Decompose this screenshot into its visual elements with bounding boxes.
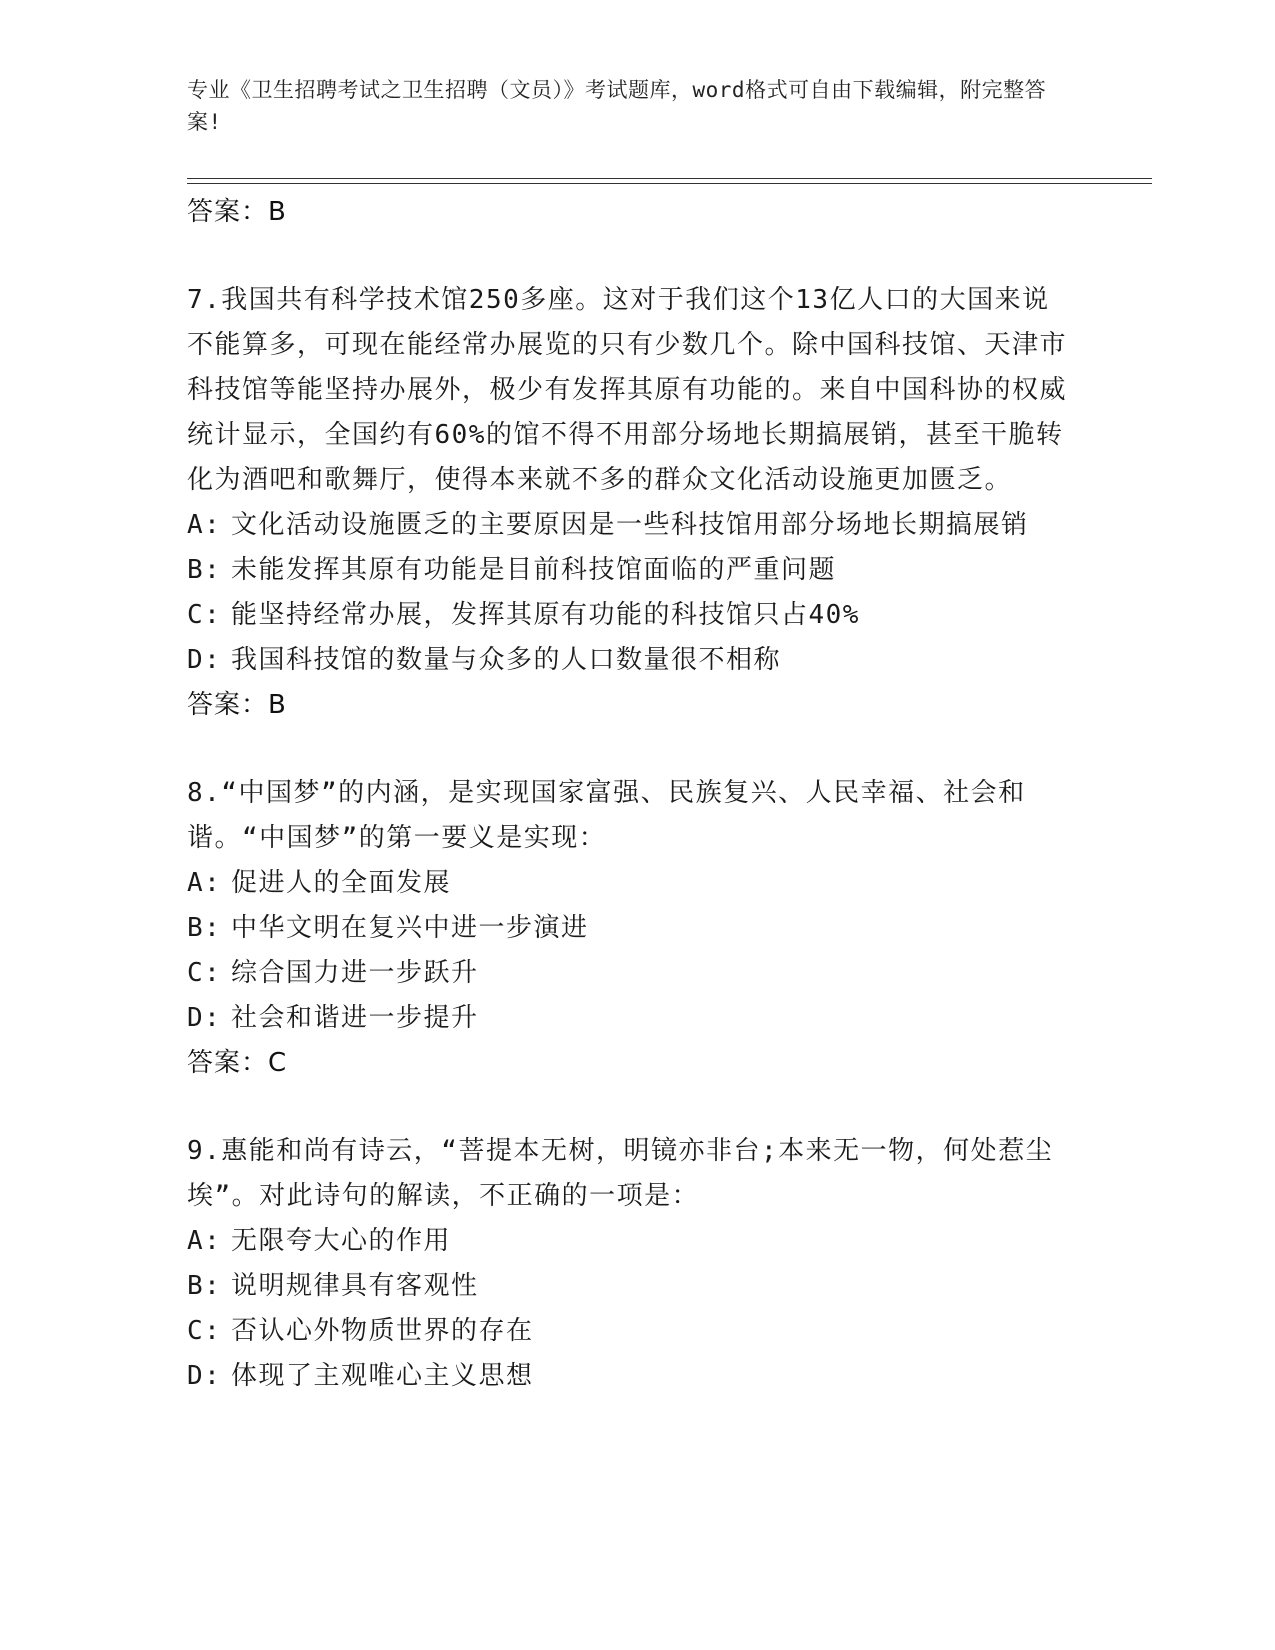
- option-text: 中华文明在复兴中进一步演进: [231, 913, 589, 943]
- header-rule: [187, 183, 1152, 184]
- question-8: [187, 771, 1077, 1085]
- option-key: C:: [187, 1316, 222, 1346]
- option-text: 能坚持经常办展，发挥其原有功能的科技馆只占40%: [231, 600, 860, 630]
- option-d: [187, 638, 1077, 683]
- option-b: [187, 1264, 1077, 1309]
- option-key: A:: [187, 1226, 222, 1256]
- spacer: [187, 1085, 1077, 1129]
- question-stem: 9.惠能和尚有诗云，“菩提本无树，明镜亦非台;本来无一物，何处惹尘埃”。对此诗句的解读，不正确的一项是：: [187, 1136, 1054, 1211]
- answer-line: 答案：B: [187, 197, 287, 227]
- option-key: A:: [187, 510, 222, 540]
- option-d: [187, 996, 1077, 1041]
- option-b: [187, 548, 1077, 593]
- option-b: [187, 906, 1077, 951]
- option-c: [187, 951, 1077, 996]
- question-list: [187, 190, 1077, 1399]
- spacer: [187, 727, 1077, 771]
- option-text: 促进人的全面发展: [231, 868, 452, 898]
- option-text: 否认心外物质世界的存在: [231, 1316, 534, 1346]
- option-a: [187, 503, 1077, 548]
- option-text: 社会和谐进一步提升: [231, 1003, 479, 1033]
- question-stem: 7.我国共有科学技术馆250多座。这对于我们这个13亿人口的大国来说不能算多，可现在能经常办展览的只有少数几个。除中国科技馆、天津市科技馆等能坚持办展外，极少有发挥其原有功能的。来自中国科协的权威统计显示，全国约有60%的馆不得不用部分场地长期搞展销，甚至干脆转化为酒吧和歌舞厅，使得本来就不多的群众文化活动设施更加匮乏。: [187, 285, 1068, 495]
- option-key: D:: [187, 645, 222, 675]
- option-c: [187, 1309, 1077, 1354]
- option-key: B:: [187, 913, 222, 943]
- question-7: [187, 278, 1077, 727]
- spacer: [187, 234, 1077, 278]
- option-key: B:: [187, 555, 222, 585]
- option-key: A:: [187, 868, 222, 898]
- option-key: D:: [187, 1003, 222, 1033]
- option-d: [187, 1354, 1077, 1399]
- option-c: [187, 593, 1077, 638]
- option-text: 体现了主观唯心主义思想: [231, 1361, 534, 1391]
- option-text: 说明规律具有客观性: [231, 1271, 479, 1301]
- option-text: 我国科技馆的数量与众多的人口数量很不相称: [231, 645, 782, 675]
- option-key: B:: [187, 1271, 222, 1301]
- option-text: 未能发挥其原有功能是目前科技馆面临的严重问题: [231, 555, 837, 585]
- option-key: D:: [187, 1361, 222, 1391]
- option-key: C:: [187, 600, 222, 630]
- page-header: 专业《卫生招聘考试之卫生招聘（文员）》考试题库，word格式可自由下载编辑，附完整答案!: [187, 78, 1047, 134]
- option-a: [187, 1219, 1077, 1264]
- question-stem: 8.“中国梦”的内涵，是实现国家富强、民族复兴、人民幸福、社会和谐。“中国梦”的第一要义是实现：: [187, 778, 1026, 853]
- header-rule: [187, 178, 1152, 179]
- answer-line: 答案：C: [187, 1048, 288, 1078]
- option-text: 无限夸大心的作用: [231, 1226, 452, 1256]
- option-text: 文化活动设施匮乏的主要原因是一些科技馆用部分场地长期搞展销: [231, 510, 1029, 540]
- answer-line: 答案：B: [187, 690, 287, 720]
- option-text: 综合国力进一步跃升: [231, 958, 479, 988]
- option-a: [187, 861, 1077, 906]
- option-key: C:: [187, 958, 222, 988]
- question-9: [187, 1129, 1077, 1399]
